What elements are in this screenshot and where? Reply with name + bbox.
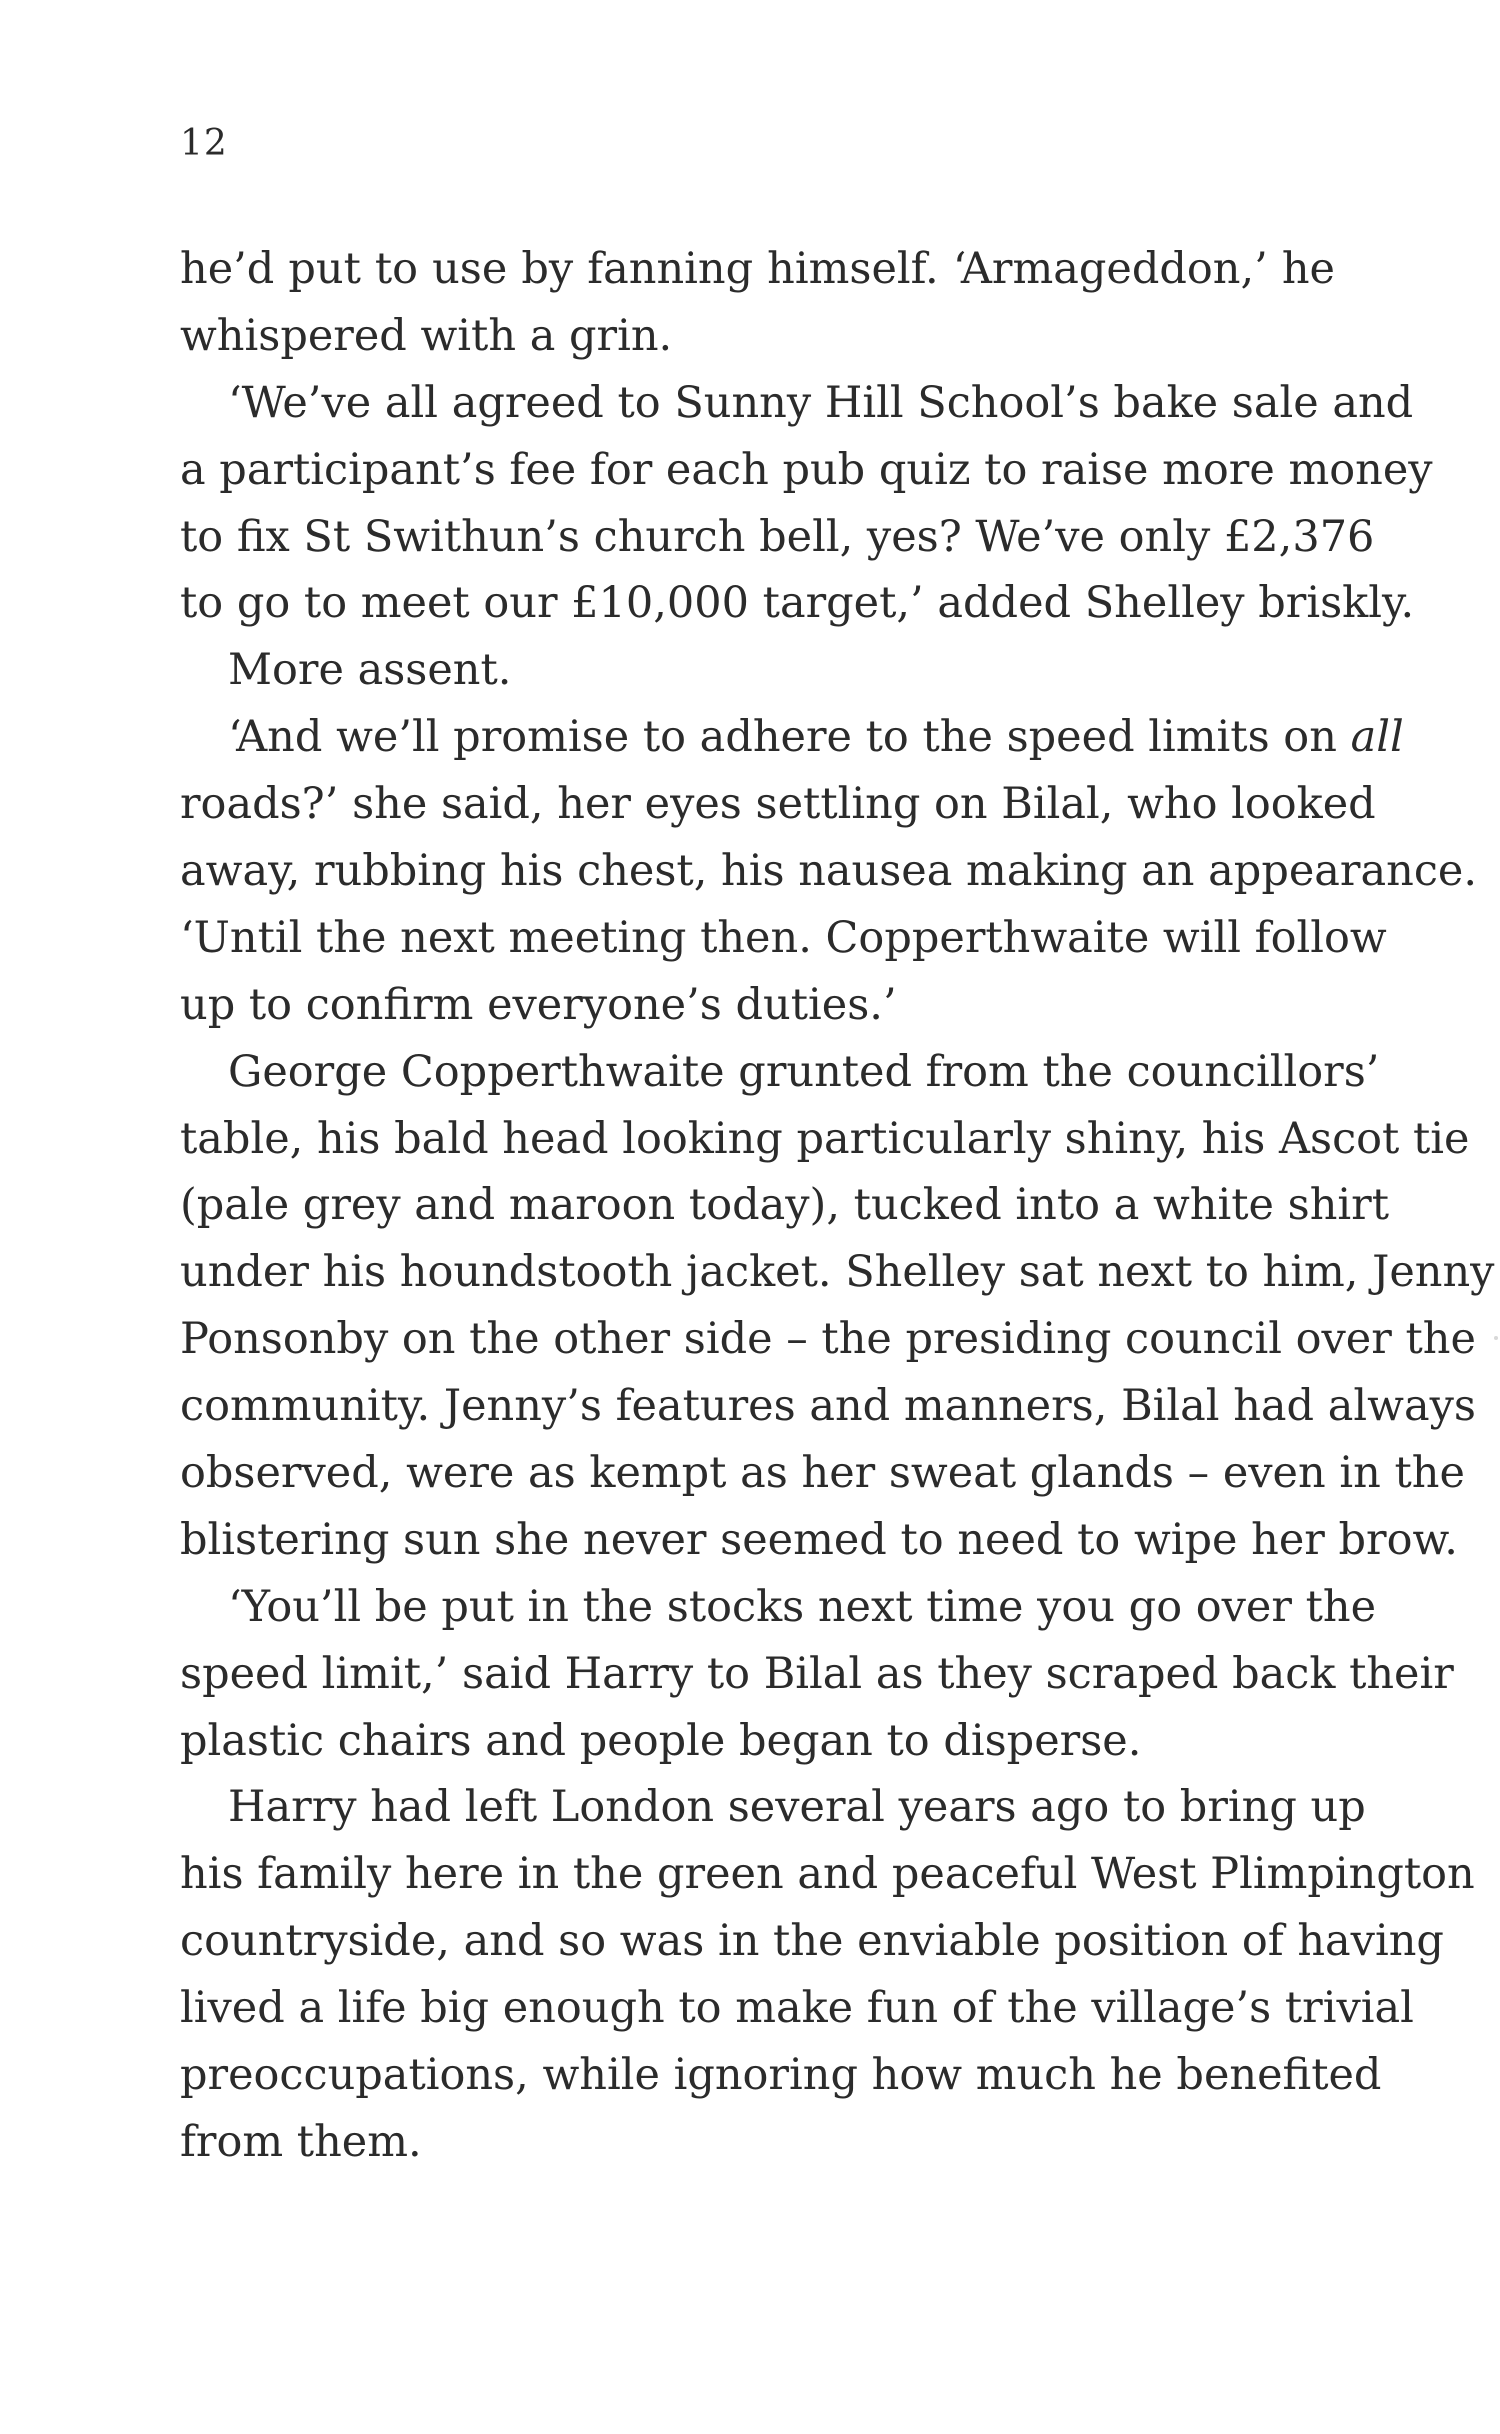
text-line: speed limit,’ said Harry to Bilal as they scraped back their [180, 1648, 1454, 1699]
text-line: ‘And we’ll promise to adhere to the speed limits on all [228, 712, 1404, 763]
text-line: he’d put to use by fanning himself. ‘Armageddon,’ he [180, 244, 1335, 294]
text-line: observed, were as kempt as her sweat glands – even in the [180, 1448, 1465, 1499]
text-line: Ponsonby on the other side – the presiding council over the [180, 1314, 1476, 1365]
text-line: table, his bald head looking particularly shiny, his Ascot tie [180, 1113, 1470, 1164]
text-line: up to confirm everyone’s duties.’ [180, 979, 897, 1030]
text-line: community. Jenny’s features and manners, Bilal had always [180, 1381, 1476, 1432]
text-line: away, rubbing his chest, his nausea making an appearance. [180, 846, 1478, 897]
text-line: to go to meet our £10,000 target,’ added Shelley briskly. [180, 578, 1415, 629]
text-line: Harry had left London several years ago to bring up [228, 1782, 1366, 1833]
page-number: 12 [180, 123, 228, 164]
text-line: from them. [180, 2116, 422, 2167]
emphasis-word: all [1350, 712, 1404, 763]
text-line: roads?’ she said, her eyes settling on Bilal, who looked [180, 779, 1376, 830]
body-text [180, 236, 1495, 2176]
text-line: (pale grey and maroon today), tucked into a white shirt [180, 1180, 1389, 1231]
text-line: George Copperthwaite grunted from the councillors’ [228, 1046, 1380, 1097]
text-line: More assent. [228, 645, 512, 696]
text-line: plastic chairs and people began to disperse. [180, 1715, 1142, 1766]
text-line: countryside, and so was in the enviable position of having [180, 1916, 1444, 1967]
text-line: a participant’s fee for each pub quiz to raise more money [180, 444, 1433, 495]
text-line: ‘Until the next meeting then. Copperthwaite will follow [180, 912, 1387, 963]
text-line: under his houndstooth jacket. Shelley sat next to him, Jenny [180, 1247, 1495, 1298]
text-line: to fix St Swithun’s church bell, yes? We’ve only £2,376 [180, 511, 1375, 562]
text-line: preoccupations, while ignoring how much he benefited [180, 2050, 1382, 2101]
scan-speck [1494, 1336, 1498, 1340]
text-line: blistering sun she never seemed to need to wipe her brow. [180, 1514, 1458, 1565]
text-line: ‘We’ve all agreed to Sunny Hill School’s bake sale and [228, 377, 1414, 428]
text-line: lived a life big enough to make fun of the village’s trivial [180, 1983, 1414, 2034]
text-line: ‘You’ll be put in the stocks next time you go over the [228, 1581, 1377, 1632]
text-line: whispered with a grin. [180, 310, 673, 361]
text-line: his family here in the green and peaceful West Plimpington [180, 1849, 1475, 1900]
